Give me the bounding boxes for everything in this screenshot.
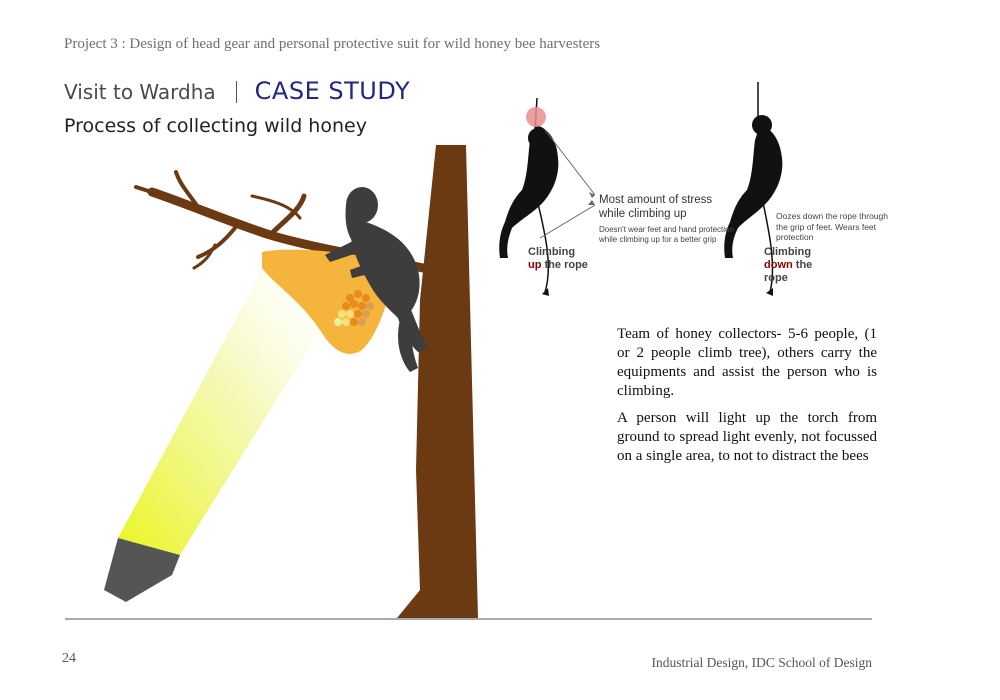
climbing-up-emphasis: up <box>528 259 542 271</box>
project-title: Project 3 : Design of head gear and personal protective suit for wild honey bee harvesters <box>64 36 601 52</box>
climbing-down-emphasis: down <box>764 259 793 271</box>
page-number: 24 <box>62 651 76 666</box>
stress-marker-icon <box>526 107 546 127</box>
climbing-down-suffix: the rope <box>764 259 813 284</box>
torch-description: A person will light up the torch from ground to spread light evenly, not focussed on a single area, to not to distract the bees <box>617 410 877 464</box>
climbing-up-suffix: the rope <box>544 259 588 271</box>
oozes-note: Oozes down the rope through the grip of feet. Wears feet protection <box>776 211 888 242</box>
climbing-down-prefix: Climbing <box>764 246 812 258</box>
case-study-label: CASE STUDY <box>254 77 411 105</box>
process-title: Process of collecting wild honey <box>64 115 367 137</box>
climbing-down-caption <box>764 246 824 285</box>
team-description: Team of honey collectors- 5-6 people, (1 or 2 people climb tree), others carry the equipments and assist the person who is climbing. <box>617 326 877 399</box>
stress-subnote: Doesn't wear feet and hand protection while climbing up for a better grip <box>599 225 734 244</box>
climbing-up-prefix: Climbing <box>528 246 576 258</box>
visit-label: Visit to Wardha <box>64 80 216 104</box>
footer-credit: Industrial Design, IDC School of Design <box>651 655 872 670</box>
stress-note: Most amount of stress while climbing up <box>599 194 713 220</box>
climbing-up-caption <box>528 246 598 272</box>
tree-trunk <box>397 145 478 618</box>
